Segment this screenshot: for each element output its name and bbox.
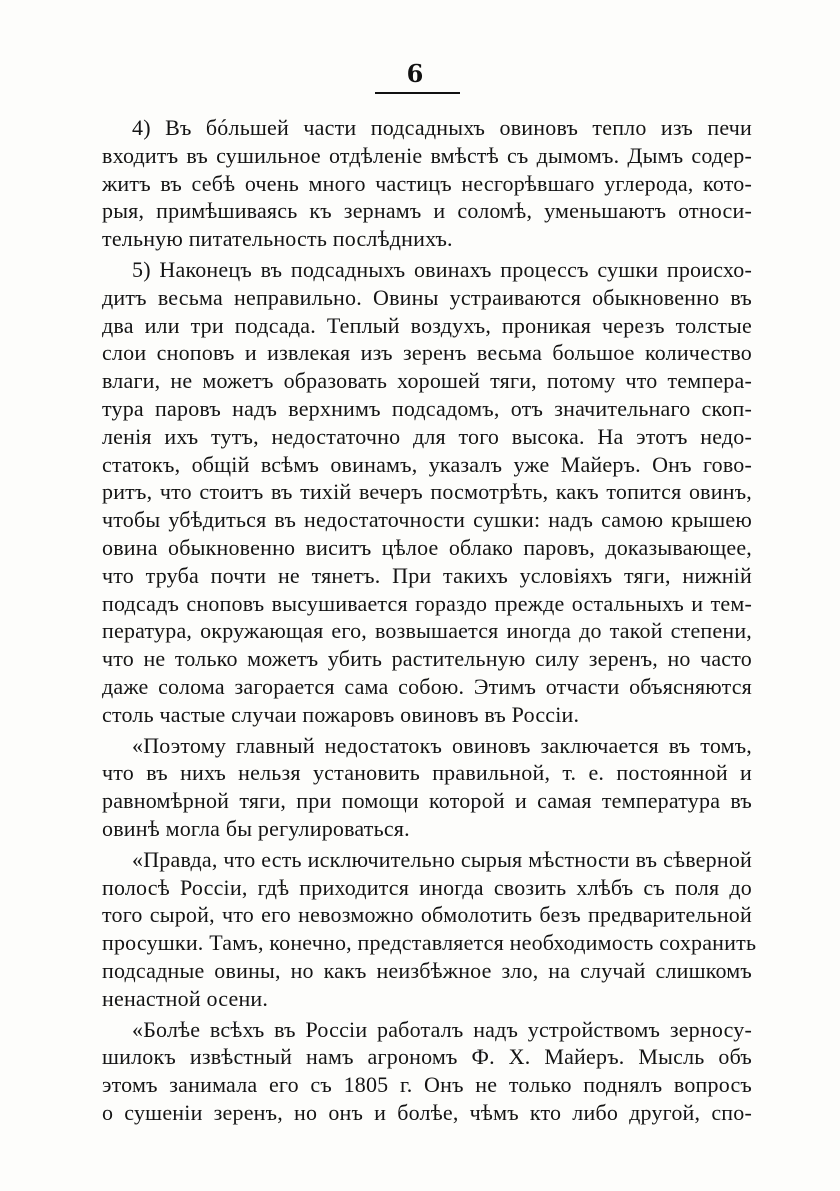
text-line: пература, окружающая его, возвышается иногда до такой степени, bbox=[102, 618, 752, 644]
body-text bbox=[102, 114, 757, 1130]
text-line: тура паровъ надъ верхнимъ подсадомъ, отъ значительнаго скоп- bbox=[102, 395, 752, 421]
text-line: что въ нихъ нельзя установить правильной, т. е. постоянной и bbox=[102, 760, 752, 786]
text-line: шилокъ извѣстный намъ агрономъ Ф. Х. Майеръ. Мысль объ bbox=[102, 1044, 752, 1070]
text-line: овинѣ могла бы регулироваться. bbox=[102, 815, 410, 841]
text-line: «Правда, что есть исключительно сырыя мѣстности въ сѣверной bbox=[132, 846, 752, 872]
paragraph-1 bbox=[102, 114, 752, 253]
text-line: равномѣрной тяги, при помощи которой и самая температура въ bbox=[102, 788, 752, 814]
text-line: 4) Въ бóльшей части подсадныхъ овиновъ тепло изъ печи bbox=[132, 115, 752, 140]
paragraph-4 bbox=[102, 846, 757, 1013]
text-line: влаги, не можетъ образовать хорошей тяги, потому что темпера- bbox=[102, 368, 752, 394]
text-line: подсадные овины, но какъ неизбѣжное зло, на случай слишкомъ bbox=[102, 957, 752, 983]
paragraph-3 bbox=[102, 732, 752, 843]
page-number-underline bbox=[375, 92, 460, 94]
text-line: просушки. Тамъ, конечно, представляется необходимость сохранить bbox=[102, 930, 757, 956]
text-line: ритъ, что стоитъ въ тихій вечеръ посмотрѣть, какъ топится овинъ, bbox=[102, 479, 752, 505]
text-line: полосѣ Россіи, гдѣ приходится иногда свозить хлѣбъ съ поля до bbox=[102, 874, 752, 900]
text-line: о сушеніи зеренъ, но онъ и болѣе, чѣмъ кто либо другой, спо- bbox=[102, 1099, 752, 1125]
text-line: что труба почти не тянетъ. При такихъ условіяхъ тяги, нижній bbox=[102, 562, 752, 588]
text-line: овина обыкновенно виситъ цѣлое облако паровъ, доказывающее, bbox=[102, 534, 752, 560]
text-line: того сырой, что его невозможно обмолотить безъ предварительной bbox=[102, 902, 752, 928]
text-line: «Поэтому главный недостатокъ овиновъ заключается въ томъ, bbox=[132, 732, 752, 758]
text-line: входитъ въ сушильное отдѣленіе вмѣстѣ съ дымомъ. Дымъ содер- bbox=[102, 142, 752, 168]
text-line: два или три подсада. Теплый воздухъ, проникая черезъ толстые bbox=[102, 312, 752, 338]
text-line: дитъ весьма неправильно. Овины устраиваются обыкновенно въ bbox=[102, 284, 752, 310]
text-line: этомъ занимала его съ 1805 г. Онъ не только поднялъ вопросъ bbox=[102, 1072, 752, 1098]
text-line: что не только можетъ убить растительную силу зеренъ, но часто bbox=[102, 646, 752, 672]
text-line: житъ въ себѣ очень много частицъ несгорѣвшаго углерода, кото- bbox=[102, 170, 752, 196]
text-line: ненастной осени. bbox=[102, 985, 269, 1011]
page-number: 6 bbox=[406, 59, 424, 88]
text-line: ленія ихъ тутъ, недостаточно для того высока. На этотъ недо- bbox=[102, 423, 752, 449]
text-line: столь частые случаи пожаровъ овиновъ въ Россіи. bbox=[102, 701, 580, 727]
text-line: подсадъ сноповъ высушивается гораздо прежде остальныхъ и тем- bbox=[102, 590, 752, 616]
paragraph-5 bbox=[102, 1016, 752, 1127]
text-line: рыя, примѣшиваясь къ зернамъ и соломѣ, уменьшаютъ относи- bbox=[102, 198, 752, 224]
text-line: чтобы убѣдиться въ недостаточности сушки: надъ самою крышею bbox=[102, 507, 752, 533]
text-line: слои сноповъ и извлекая изъ зеренъ весьма большое количество bbox=[102, 340, 752, 366]
text-line: даже солома загорается сама собою. Этимъ отчасти объясняются bbox=[102, 673, 752, 699]
text-line: 5) Наконецъ въ подсадныхъ овинахъ процессъ сушки происхо- bbox=[132, 256, 752, 282]
paragraph-2 bbox=[102, 256, 752, 729]
text-line: статокъ, общій всѣмъ овинамъ, указалъ уже Майеръ. Онъ гово- bbox=[102, 451, 752, 477]
text-line: «Болѣе всѣхъ въ Россіи работалъ надъ устройствомъ зерносу- bbox=[132, 1016, 752, 1042]
text-line: тельную питательность послѣднихъ. bbox=[102, 226, 453, 252]
